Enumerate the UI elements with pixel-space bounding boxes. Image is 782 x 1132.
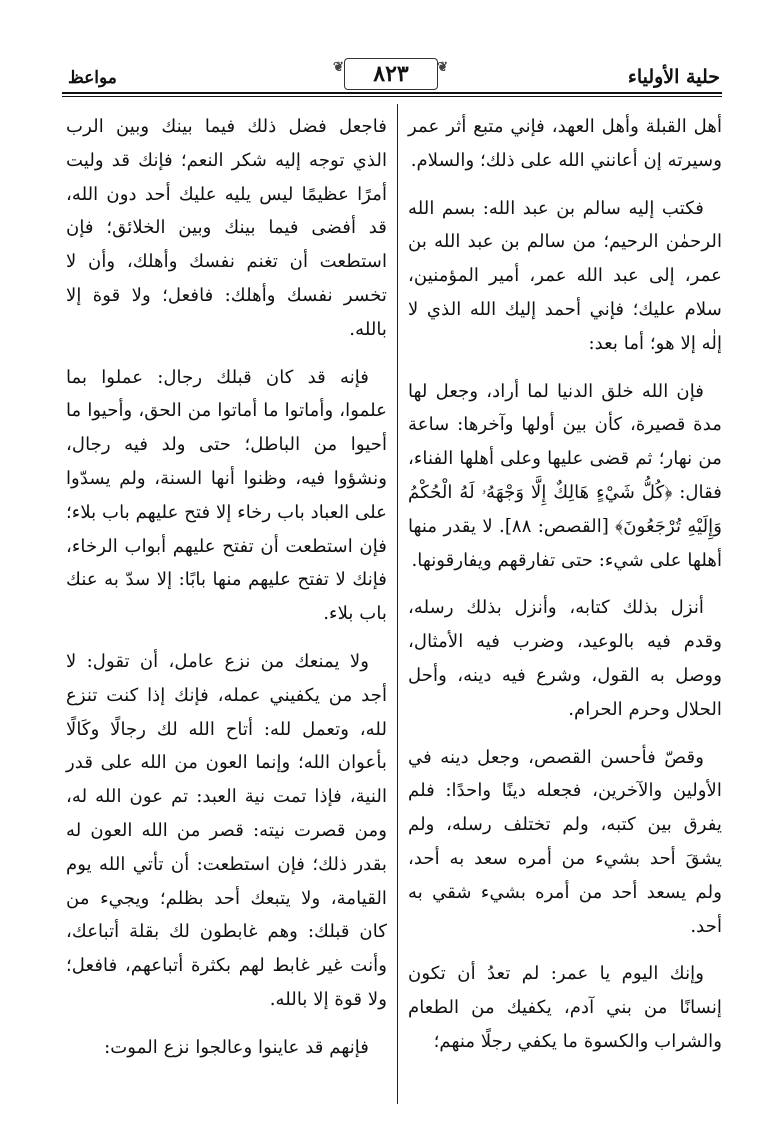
paragraph: ولا يمنعك من نزع عامل، أن تقول: لا أجد من يكفيني عمله، فإنك إذا كنت تنزع لله، وتعمل لله: أتاح الله لك رجالًا وكَالًا بأعوان الله؛ وإنما العون من الله على قدر النية، فإذا تمت نية العبد: تم عون الله له، ومن قصرت نيته: قصر من الله العون له بقدر ذلك؛ فإن استطعت: أن تأتي الله يوم القيامة، ولا يتبعك أحد بظلم؛ ويجيء من كان قبلك: وهم غابطون لك بقلة أتباعك، وأنت غير غابط لهم بكثرة أتباعهم، فافعل؛ ولا قوة إلا بالله.	[66, 650, 387, 1010]
paragraph: وقصّ فأحسن القصص، وجعل دينه في الأولين والآخرين، فجعله دينًا واحدًا: فلم يفرق بين كتبه، ولم تختلف رسله، ولم يشقَ أحد بشيء من أمره سعد به أحد، ولم يسعد أحد من أمره بشيء شقي به أحد.	[408, 746, 722, 937]
paragraph: فإنه قد كان قبلك رجال: عملوا بما علموا، وأماتوا ما أماتوا من الحق، وأحيوا ما أحيوا من الباطل؛ حتى ولد فيه رجال، ونشؤوا فيه، وظنوا أنها السنة، ولم يسدّوا على العباد باب رخاء إلا فتح عليهم باب بلاء؛ فإن استطعت أن تفتح عليهم أبواب الرخاء، فإنك لا تفتح عليهم منها بابًا: إلا سدّ به عنك باب بلاء.	[66, 366, 387, 625]
ornament-icon: ❦	[437, 60, 449, 75]
paragraph: وإنك اليوم يا عمر: لم تعدُ أن تكون إنسانًا من بني آدم، يكفيك من الطعام والشراب والكسوة ما يكفي رجلًا منهم؛	[408, 963, 722, 1052]
paragraph: فكتب إليه سالم بن عبد الله: بسم الله الرحمٰن الرحيم؛ من سالم بن عبد الله بن عمر، إلى عبد الله عمر، أمير المؤمنين، سلام عليك؛ فإني أحمد إليك الله الذي لا إلٰه إلا هو؛ أما بعد:	[408, 197, 722, 354]
header-rule	[62, 92, 722, 94]
paragraph: فاجعل فضل ذلك فيما بينك وبين الرب الذي توجه إليه شكر النعم؛ فإنك قد وليت أمرًا عظيمًا ليس يليه عليك أحد دون الله، قد أفضى فيما بينك وبين الخلائق؛ فإن استطعت أن تغنم نفسك وأهلك، وأن لا تخسر نفسك وأهلك: فافعل؛ ولا قوة إلا بالله.	[66, 116, 387, 340]
paragraph: فإنهم قد عاينوا وعالجوا نزع الموت:	[104, 1036, 369, 1058]
paragraph: فإن الله خلق الدنيا لما أراد، وجعل لها مدة قصيرة، كأن بين أولها وآخرها: ساعة من نهار؛ ثم قضى عليها وعلى أهلها الفناء، فقال: ﴿كُلُّ شَيْءٍ هَالِكٌ إِلَّا وَجْهَهُۥ لَهُ الْحُكْمُ وَإِلَيْهِ تُرْجَعُونَ﴾ [القصص: ٨٨]. لا يقدر منها أهلها على شيء: حتى تفارقهم ويفارقونها.	[408, 380, 722, 571]
book-title: حلية الأولياء	[627, 66, 720, 88]
column-divider	[397, 104, 398, 1104]
section-title: مواعظ	[68, 68, 117, 88]
ornament-icon: ❦	[333, 60, 345, 75]
header-rule	[62, 96, 722, 97]
paragraph: أنزل بذلك كتابه، وأنزل بذلك رسله، وقدم فيه بالوعيد، وضرب فيه الأمثال، ووصل به القول، وشرع فيه دينه، وأحل الحلال وحرم الحرام.	[408, 597, 722, 720]
right-column	[408, 110, 722, 1073]
page-number: ٨٢٣	[373, 61, 409, 87]
paragraph: أهل القبلة وأهل العهد، فإني متبع أثر عمر وسيرته إن أعانني الله على ذلك؛ والسلام.	[408, 116, 722, 171]
page-header	[0, 0, 782, 104]
page-number-box	[333, 58, 449, 90]
left-column	[66, 110, 387, 1079]
